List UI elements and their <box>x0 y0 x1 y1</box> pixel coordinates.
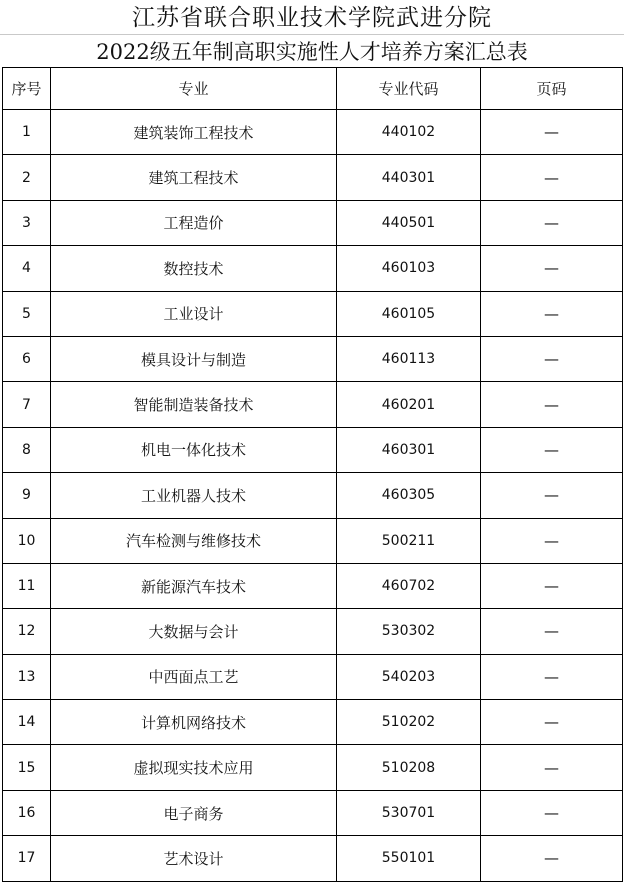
row-page: — <box>481 110 623 155</box>
row-major: 工业设计 <box>51 291 337 336</box>
row-code: 550101 <box>337 836 481 881</box>
row-number: 14 <box>3 700 51 745</box>
row-code: 510202 <box>337 700 481 745</box>
row-major: 机电一体化技术 <box>51 427 337 472</box>
row-page: — <box>481 563 623 608</box>
table-header-row <box>3 68 623 110</box>
row-page: — <box>481 745 623 790</box>
header-major: 专业 <box>51 68 337 110</box>
row-code: 500211 <box>337 518 481 563</box>
row-code: 530701 <box>337 790 481 835</box>
row-number: 2 <box>3 155 51 200</box>
row-major: 数控技术 <box>51 246 337 291</box>
row-code: 460201 <box>337 382 481 427</box>
table-row <box>3 336 623 381</box>
row-page: — <box>481 427 623 472</box>
table-row <box>3 200 623 245</box>
row-code: 510208 <box>337 745 481 790</box>
row-code: 460103 <box>337 246 481 291</box>
row-code: 440501 <box>337 200 481 245</box>
document-title: 江苏省联合职业技术学院武进分院 <box>132 5 492 31</box>
header-code: 专业代码 <box>337 68 481 110</box>
row-major: 新能源汽车技术 <box>51 563 337 608</box>
row-page: — <box>481 291 623 336</box>
table-row <box>3 790 623 835</box>
row-major: 大数据与会计 <box>51 609 337 654</box>
document-subtitle: 2022级五年制高职实施性人才培养方案汇总表 <box>96 40 528 64</box>
table-row <box>3 836 623 881</box>
row-code: 460702 <box>337 563 481 608</box>
row-code: 460305 <box>337 473 481 518</box>
row-code: 530302 <box>337 609 481 654</box>
row-major: 建筑工程技术 <box>51 155 337 200</box>
table-row <box>3 291 623 336</box>
row-major: 工程造价 <box>51 200 337 245</box>
row-number: 3 <box>3 200 51 245</box>
row-code: 440301 <box>337 155 481 200</box>
row-page: — <box>481 518 623 563</box>
table-row <box>3 609 623 654</box>
row-number: 12 <box>3 609 51 654</box>
table-row <box>3 155 623 200</box>
row-page: — <box>481 700 623 745</box>
row-page: — <box>481 336 623 381</box>
row-major: 模具设计与制造 <box>51 336 337 381</box>
row-major: 艺术设计 <box>51 836 337 881</box>
row-number: 11 <box>3 563 51 608</box>
table-row <box>3 563 623 608</box>
row-major: 计算机网络技术 <box>51 700 337 745</box>
row-code: 460105 <box>337 291 481 336</box>
row-page: — <box>481 654 623 699</box>
table-row <box>3 518 623 563</box>
row-page: — <box>481 246 623 291</box>
row-code: 540203 <box>337 654 481 699</box>
row-major: 汽车检测与维修技术 <box>51 518 337 563</box>
row-page: — <box>481 790 623 835</box>
row-major: 电子商务 <box>51 790 337 835</box>
row-major: 工业机器人技术 <box>51 473 337 518</box>
row-page: — <box>481 836 623 881</box>
row-major: 虚拟现实技术应用 <box>51 745 337 790</box>
summary-table <box>2 67 623 882</box>
table-row <box>3 110 623 155</box>
table-row <box>3 654 623 699</box>
table-row <box>3 427 623 472</box>
row-page: — <box>481 473 623 518</box>
table-row <box>3 473 623 518</box>
row-page: — <box>481 155 623 200</box>
row-number: 5 <box>3 291 51 336</box>
row-code: 440102 <box>337 110 481 155</box>
table-row <box>3 246 623 291</box>
row-number: 13 <box>3 654 51 699</box>
row-major: 中西面点工艺 <box>51 654 337 699</box>
row-number: 4 <box>3 246 51 291</box>
row-number: 17 <box>3 836 51 881</box>
row-number: 6 <box>3 336 51 381</box>
table-row <box>3 382 623 427</box>
row-code: 460113 <box>337 336 481 381</box>
table-row <box>3 745 623 790</box>
row-number: 10 <box>3 518 51 563</box>
header-no: 序号 <box>3 68 51 110</box>
row-major: 建筑装饰工程技术 <box>51 110 337 155</box>
header-page: 页码 <box>481 68 623 110</box>
row-page: — <box>481 200 623 245</box>
row-page: — <box>481 609 623 654</box>
table-body <box>3 110 623 882</box>
row-number: 1 <box>3 110 51 155</box>
row-number: 7 <box>3 382 51 427</box>
row-code: 460301 <box>337 427 481 472</box>
row-number: 15 <box>3 745 51 790</box>
row-number: 8 <box>3 427 51 472</box>
row-number: 16 <box>3 790 51 835</box>
table-row <box>3 700 623 745</box>
row-page: — <box>481 382 623 427</box>
row-number: 9 <box>3 473 51 518</box>
row-major: 智能制造装备技术 <box>51 382 337 427</box>
